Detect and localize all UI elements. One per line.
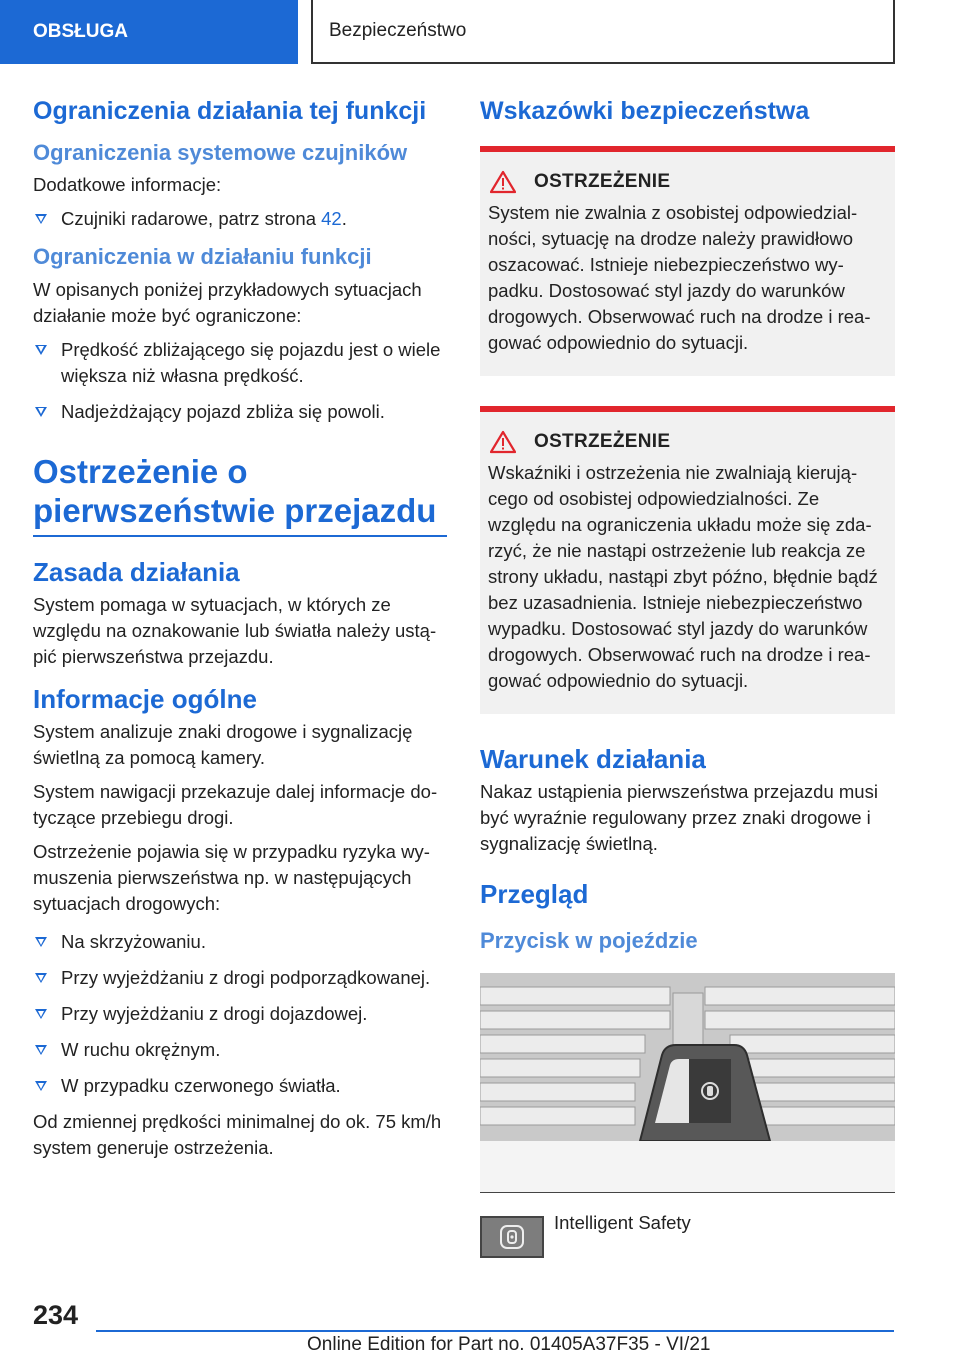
warning-title: OSTRZEŻENIE — [488, 430, 887, 454]
list-item: Przy wyjeżdżaniu z drogi podporządkowanej. — [33, 965, 447, 991]
bullet-triangle-icon — [35, 973, 47, 983]
heading-rule — [33, 535, 447, 537]
list-item: W ruchu okrężnym. — [33, 1037, 447, 1063]
speed-note: Od zmiennej prędkości minimalnej do ok. 75 km/h system generuje ostrzeżenia. — [33, 1111, 442, 1159]
list-item: Nadjeżdżający pojazd zbliża się powoli. — [33, 399, 447, 425]
left-column — [33, 96, 447, 1169]
header-section-title: Bezpieczeństwo — [311, 0, 895, 64]
situations-list — [33, 929, 447, 1099]
heading-button: Przycisk w pojeździe — [480, 928, 698, 954]
principle-text: System pomaga w sytuacjach, w których ze względu na oznakowanie lub światła należy ustąpić pierwszeństwa przejazdu. — [33, 593, 437, 667]
bullet-triangle-icon — [35, 1045, 47, 1055]
list-item: Na skrzyżowaniu. — [33, 929, 447, 955]
footer-rule — [96, 1330, 894, 1332]
heading-function-limits: Ograniczenia w działaniu funkcji — [33, 244, 372, 270]
heading-limits: Ograniczenia działania tej funkcji — [33, 97, 427, 125]
sensor-intro: Dodatkowe informacje: — [33, 174, 222, 196]
heading-sensor-limits: Ograniczenia systemowe czujników — [33, 140, 408, 165]
warning-text: System nie zwalnia z osobistej odpowiedzialności, sytuację na drodze należy prawidłowo oszacować. Istnieje niebezpieczeństwo wypadku. Dostosować styl jazdy do warunków drogowych. Obserwować ruch na drodze i reagować odpowiednio do sytuacji. — [488, 202, 871, 353]
function-intro: W opisanych poniżej przykładowych sytuacjach działanie może być ograniczone: — [33, 278, 422, 326]
main-heading: Ostrzeżenie o pierwszeństwie przejazdu — [33, 452, 437, 529]
right-column — [480, 96, 895, 1258]
bullet-triangle-icon — [35, 937, 47, 947]
warning-box — [480, 406, 895, 714]
general-paragraph-1: System analizuje znaki drogowe i sygnalizację świetlną za pomocą kamery. — [33, 721, 413, 769]
bullet-triangle-icon — [35, 1081, 47, 1091]
sensor-list — [33, 206, 447, 232]
heading-principle: Zasada działania — [33, 556, 240, 587]
bullet-triangle-icon — [35, 1009, 47, 1019]
warning-title: OSTRZEŻENIE — [488, 170, 887, 194]
heading-overview: Przegląd — [480, 879, 589, 910]
condition-text: Nakaz ustąpienia pierwszeństwa przejazdu musi być wyraźnie regulowany przez znaki drogowe i sygnalizację świetlną. — [480, 781, 878, 855]
header-tab[interactable]: OBSŁUGA — [0, 0, 298, 64]
bullet-triangle-icon — [35, 407, 47, 417]
list-item: Prędkość zbliżającego się pojazdu jest o wiele większa niż własna prędkość. — [33, 337, 447, 389]
footer-edition: Online Edition for Part no. 01405A37F35 - VI/21 — [307, 1334, 711, 1355]
bullet-triangle-icon — [35, 345, 47, 355]
warning-box — [480, 146, 895, 376]
page-number: 234 — [33, 1300, 79, 1330]
intelligent-safety-button-icon — [480, 1216, 544, 1258]
warning-text: Wskaźniki i ostrzeżenia nie zwalniają kierującego od osobistej odpowiedzialności. Ze względu na ograniczenia układu może się zdarzyć, że nie nastąpi ostrzeżenie lub reakcja ze strony układu, nastąpi zbyt późno, błędnie bądź bez uzasadnienia. Istnieje niebezpieczeństwo wypadku. Dostosować styl jazdy do warunków drogowych. Obserwować ruch na drodze i reagować odpowiednio do sytuacji. — [488, 462, 878, 691]
button-legend — [480, 1211, 895, 1258]
general-paragraph-2: System nawigacji przekazuje dalej informacje dotyczące przebiegu drogi. — [33, 781, 438, 829]
heading-safety: Wskazówki bezpieczeństwa — [480, 97, 810, 125]
warning-triangle-icon — [490, 430, 516, 454]
general-paragraph-3: Ostrzeżenie pojawia się w przypadku ryzyka wymuszenia pierwszeństwa np. w następujących sytuacjach drogowych: — [33, 841, 430, 915]
bullet-triangle-icon — [35, 214, 47, 224]
page-link[interactable]: 42 — [321, 208, 342, 230]
list-item: Czujniki radarowe, patrz strona 42. — [33, 206, 447, 232]
heading-general: Informacje ogólne — [33, 683, 257, 714]
list-item: W przypadku czerwonego światła. — [33, 1073, 447, 1099]
heading-condition: Warunek działania — [480, 744, 706, 774]
warning-triangle-icon — [490, 170, 516, 194]
list-item: Przy wyjeżdżaniu z drogi dojazdowej. — [33, 1001, 447, 1027]
function-list — [33, 337, 447, 425]
button-caption: Intelligent Safety — [554, 1211, 691, 1233]
button-location-photo — [480, 973, 895, 1193]
